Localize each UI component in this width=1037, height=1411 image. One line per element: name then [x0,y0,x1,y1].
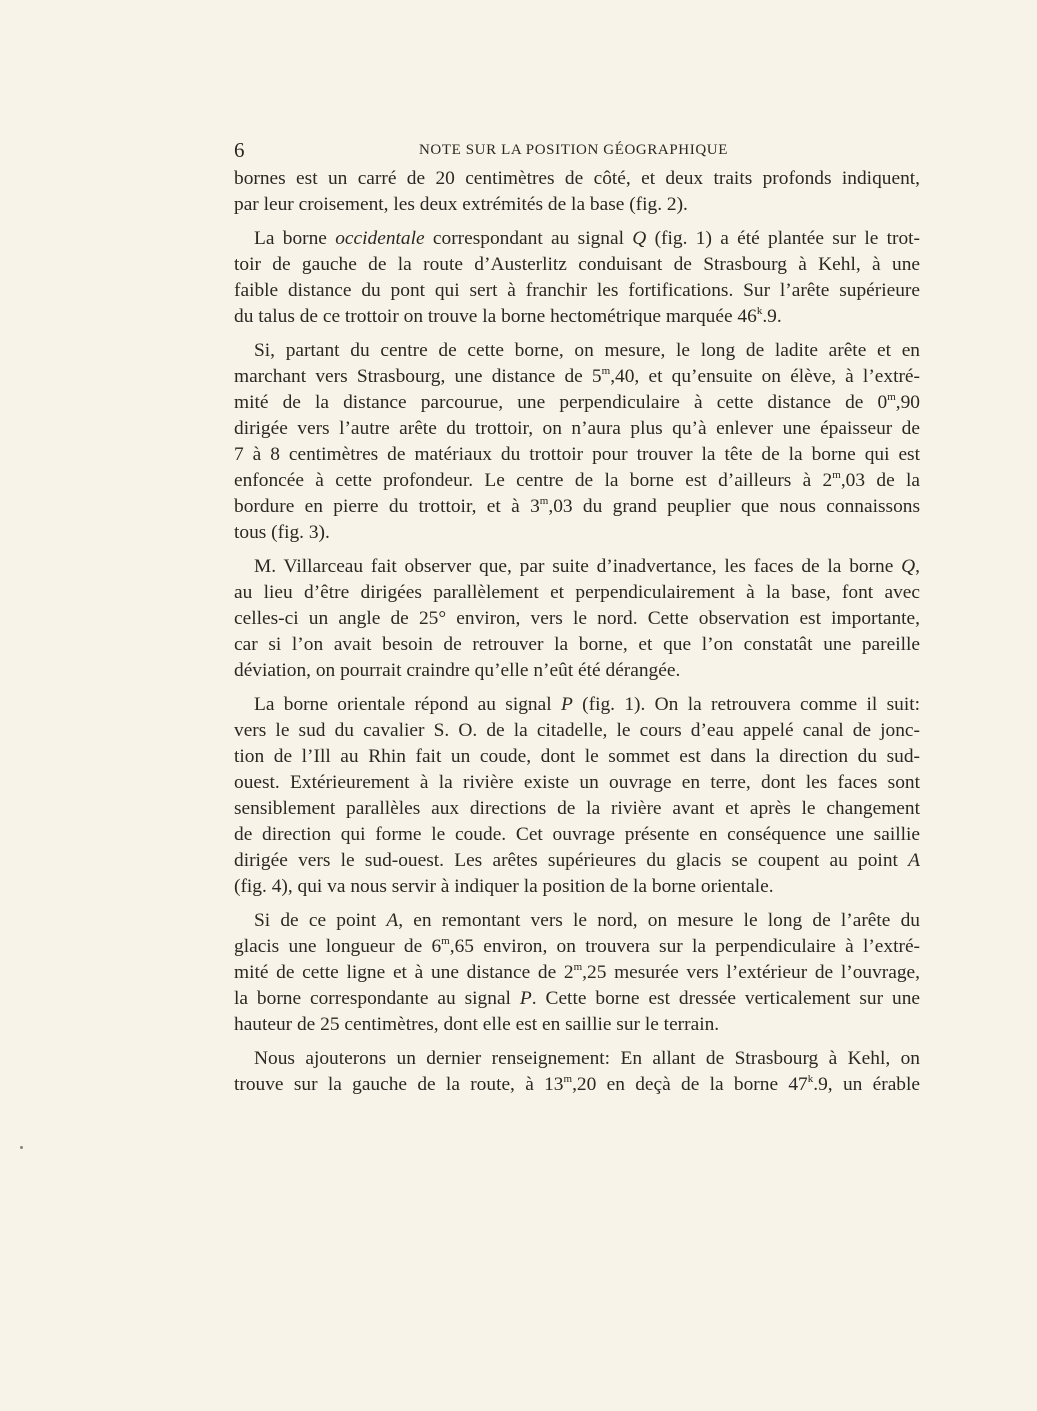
text-line: vers le sud du cavalier S. O. de la citadelle, le cours d’eau appelé canal de jonc- [234,720,920,741]
text-line: Si, partant du centre de cette borne, on mesure, le long de ladite arête et en [254,340,920,361]
text-line: hauteur de 25 centimètres, dont elle est en saillie sur le terrain. [234,1014,720,1035]
text-line: faible distance du pont qui sert à franchir les fortifications. Sur l’arête supérieure [234,280,920,301]
text-line: tion de l’Ill au Rhin fait un coude, dont le sommet est dans la direction du sud- [234,746,920,767]
text-line: tous (fig. 3). [234,522,330,543]
text-line: de direction qui forme le coude. Cet ouvrage présente en conséquence une saillie [234,824,920,845]
text-line: du talus de ce trottoir on trouve la borne hectométrique marquée 46$^k$.9. [234,305,782,327]
text-line: mité de cette ligne et à une distance de 2$^m$,25 mesurée vers l’extérieur de l’ouvrage, [234,961,921,983]
text-line: enfoncée à cette profondeur. Le centre de la borne est d’ailleurs à 2$^m$,03 de la [234,469,921,491]
text-line: bordure en pierre du trottoir, et à 3$^m$,03 du grand peuplier que nous connaissons [234,495,921,517]
page-header [234,138,734,162]
text-line: la borne correspondante au signal P. Cette borne est dressée verticalement sur une [234,988,920,1009]
text-line: glacis une longueur de 6$^m$,65 environ, on trouvera sur la perpendiculaire à l’extré- [234,935,921,957]
running-title: NOTE SUR LA POSITION GÉOGRAPHIQUE [419,142,728,158]
paragraph [234,338,920,546]
text-line: par leur croisement, les deux extrémités de la base (fig. 2). [234,194,688,215]
text-line: 7 à 8 centimètres de matériaux du trottoir pour trouver la tête de la borne qui est [234,444,920,465]
paragraph [234,692,920,900]
paragraph [234,554,920,684]
paragraph [234,1046,920,1098]
text-line: (fig. 4), qui va nous servir à indiquer la position de la borne orientale. [234,876,774,897]
text-line: toir de gauche de la route d’Austerlitz conduisant de Strasbourg à Kehl, à une [234,254,920,275]
text-line: dirigée vers le sud-ouest. Les arêtes supérieures du glacis se coupent au point A [234,850,920,871]
paragraph [234,908,920,1038]
text-line: Nous ajouterons un dernier renseignement: En allant de Strasbourg à Kehl, on [254,1048,920,1069]
page-number: 6 [234,138,245,162]
text-line: celles-ci un angle de 25° environ, vers le nord. Cette observation est importante, [234,608,920,629]
text-line: déviation, on pourrait craindre qu’elle n’eût été dérangée. [234,660,681,681]
body-text [234,166,920,1098]
text-line: mité de la distance parcourue, une perpendiculaire à cette distance de 0$^m$,90 [234,391,920,413]
text-line: dirigée vers l’autre arête du trottoir, on n’aura plus qu’à enlever une épaisseur de [234,418,920,439]
text-line: M. Villarceau fait observer que, par suite d’inadvertance, les faces de la borne Q, [254,556,920,577]
text-line: ouest. Extérieurement à la rivière existe un ouvrage en terre, dont les faces sont [234,772,920,793]
text-line: sensiblement parallèles aux directions de la rivière avant et après le changement [234,798,920,819]
paragraph [234,226,920,330]
text-line: bornes est un carré de 20 centimètres de côté, et deux traits profonds indiquent, [234,168,920,189]
text-line: La borne orientale répond au signal P (fig. 1). On la retrouvera comme il suit: [254,694,920,715]
text-line: Si de ce point A, en remontant vers le nord, on mesure le long de l’arête du [254,910,920,931]
paper-speck [20,1146,23,1149]
text-line: La borne occidentale correspondant au signal Q (fig. 1) a été plantée sur le trot- [254,228,920,249]
paragraph [234,166,920,218]
text-line: car si l’on avait besoin de retrouver la borne, et que l’on constatât une pareille [234,634,920,655]
text-line: marchant vers Strasbourg, une distance de 5$^m$,40, et qu’ensuite on élève, à l’extré- [234,365,920,387]
text-line: trouve sur la gauche de la route, à 13$^m$,20 en deçà de la borne 47$^k$.9, un érable [234,1073,920,1095]
text-line: au lieu d’être dirigées parallèlement et perpendiculairement à la base, font avec [234,582,920,603]
